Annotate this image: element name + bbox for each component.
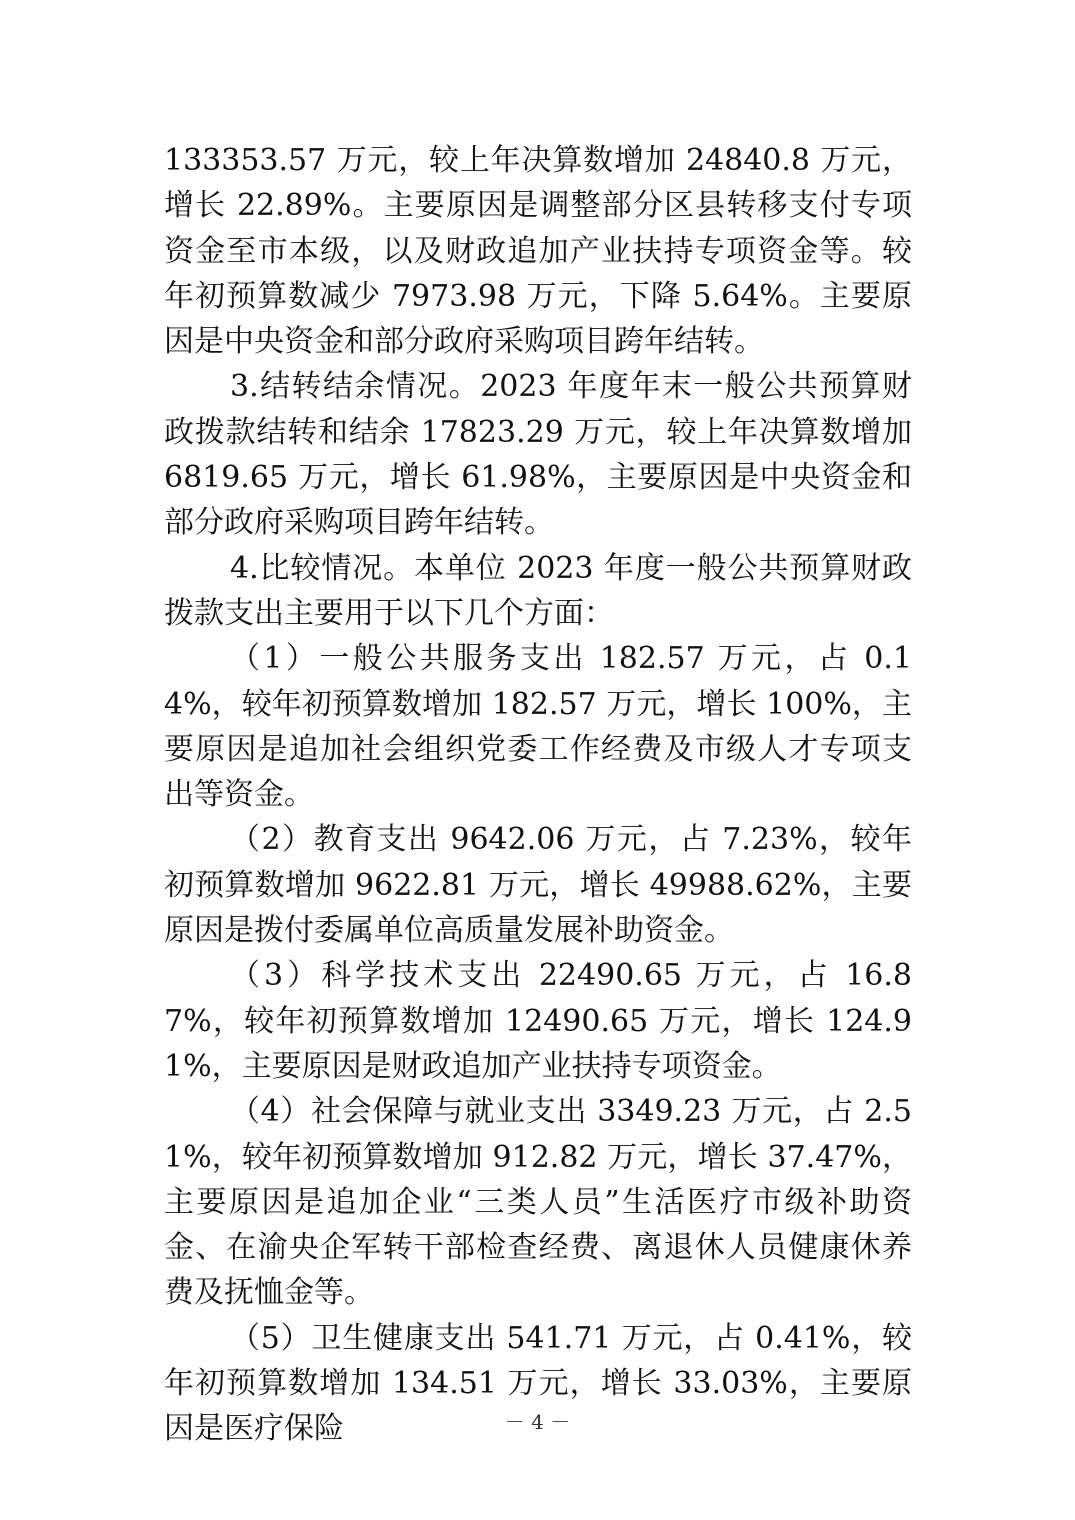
- paragraph-item-3: （3）科学技术支出 22490.65 万元，占 16.87%，较年初预算数增加 12490.65 万元，增长 124.91%，主要原因是财政追加产业扶持专项资金。: [164, 958, 912, 1084]
- paragraph-item-5: （5）卫生健康支出 541.71 万元，占 0.41%，较年初预算数增加 134.51 万元，增长 33.03%，主要原因是医疗保险: [164, 1320, 912, 1447]
- document-body: [164, 138, 912, 1452]
- paragraph-item-4: （4）社会保障与就业支出 3349.23 万元，占 2.51%，较年初预算数增加 912.82 万元，增长 37.47%，主要原因是追加企业“三类人员”生活医疗市级补助资金、在渝央企军转干部检查经费、离退休人员健康休养费及抚恤金等。: [164, 1094, 912, 1311]
- paragraph-comparison: 4.比较情况。本单位 2023 年度一般公共预算财政拨款支出主要用于以下几个方面：: [164, 550, 912, 631]
- paragraph-carryover-balance: 3.结转结余情况。2023 年度年末一般公共预算财政拨款结转和结余 17823.29 万元，较上年决算数增加 6819.65 万元，增长 61.98%，主要原因是中央资金和部分政府采购项目跨年结转。: [164, 369, 912, 541]
- paragraph-continuation: 133353.57 万元，较上年决算数增加 24840.8 万元，增长 22.89%。主要原因是调整部分区县转移支付专项资金至市本级，以及财政追加产业扶持专项资金等。较年初预算数减少 7973.98 万元，下降 5.64%。主要原因是中央资金和部分政府采购项目跨年结转。: [164, 143, 912, 360]
- paragraph-item-1: （1）一般公共服务支出 182.57 万元，占 0.14%，较年初预算数增加 182.57 万元，增长 100%，主要原因是追加社会组织党委工作经费及市级人才专项支出等资金。: [164, 641, 912, 813]
- paragraph-item-2: （2）教育支出 9642.06 万元，占 7.23%，较年初预算数增加 9622.81 万元，增长 49988.62%，主要原因是拨付委属单位高质量发展补助资金。: [164, 822, 912, 949]
- page-number: － 4 －: [504, 1410, 571, 1434]
